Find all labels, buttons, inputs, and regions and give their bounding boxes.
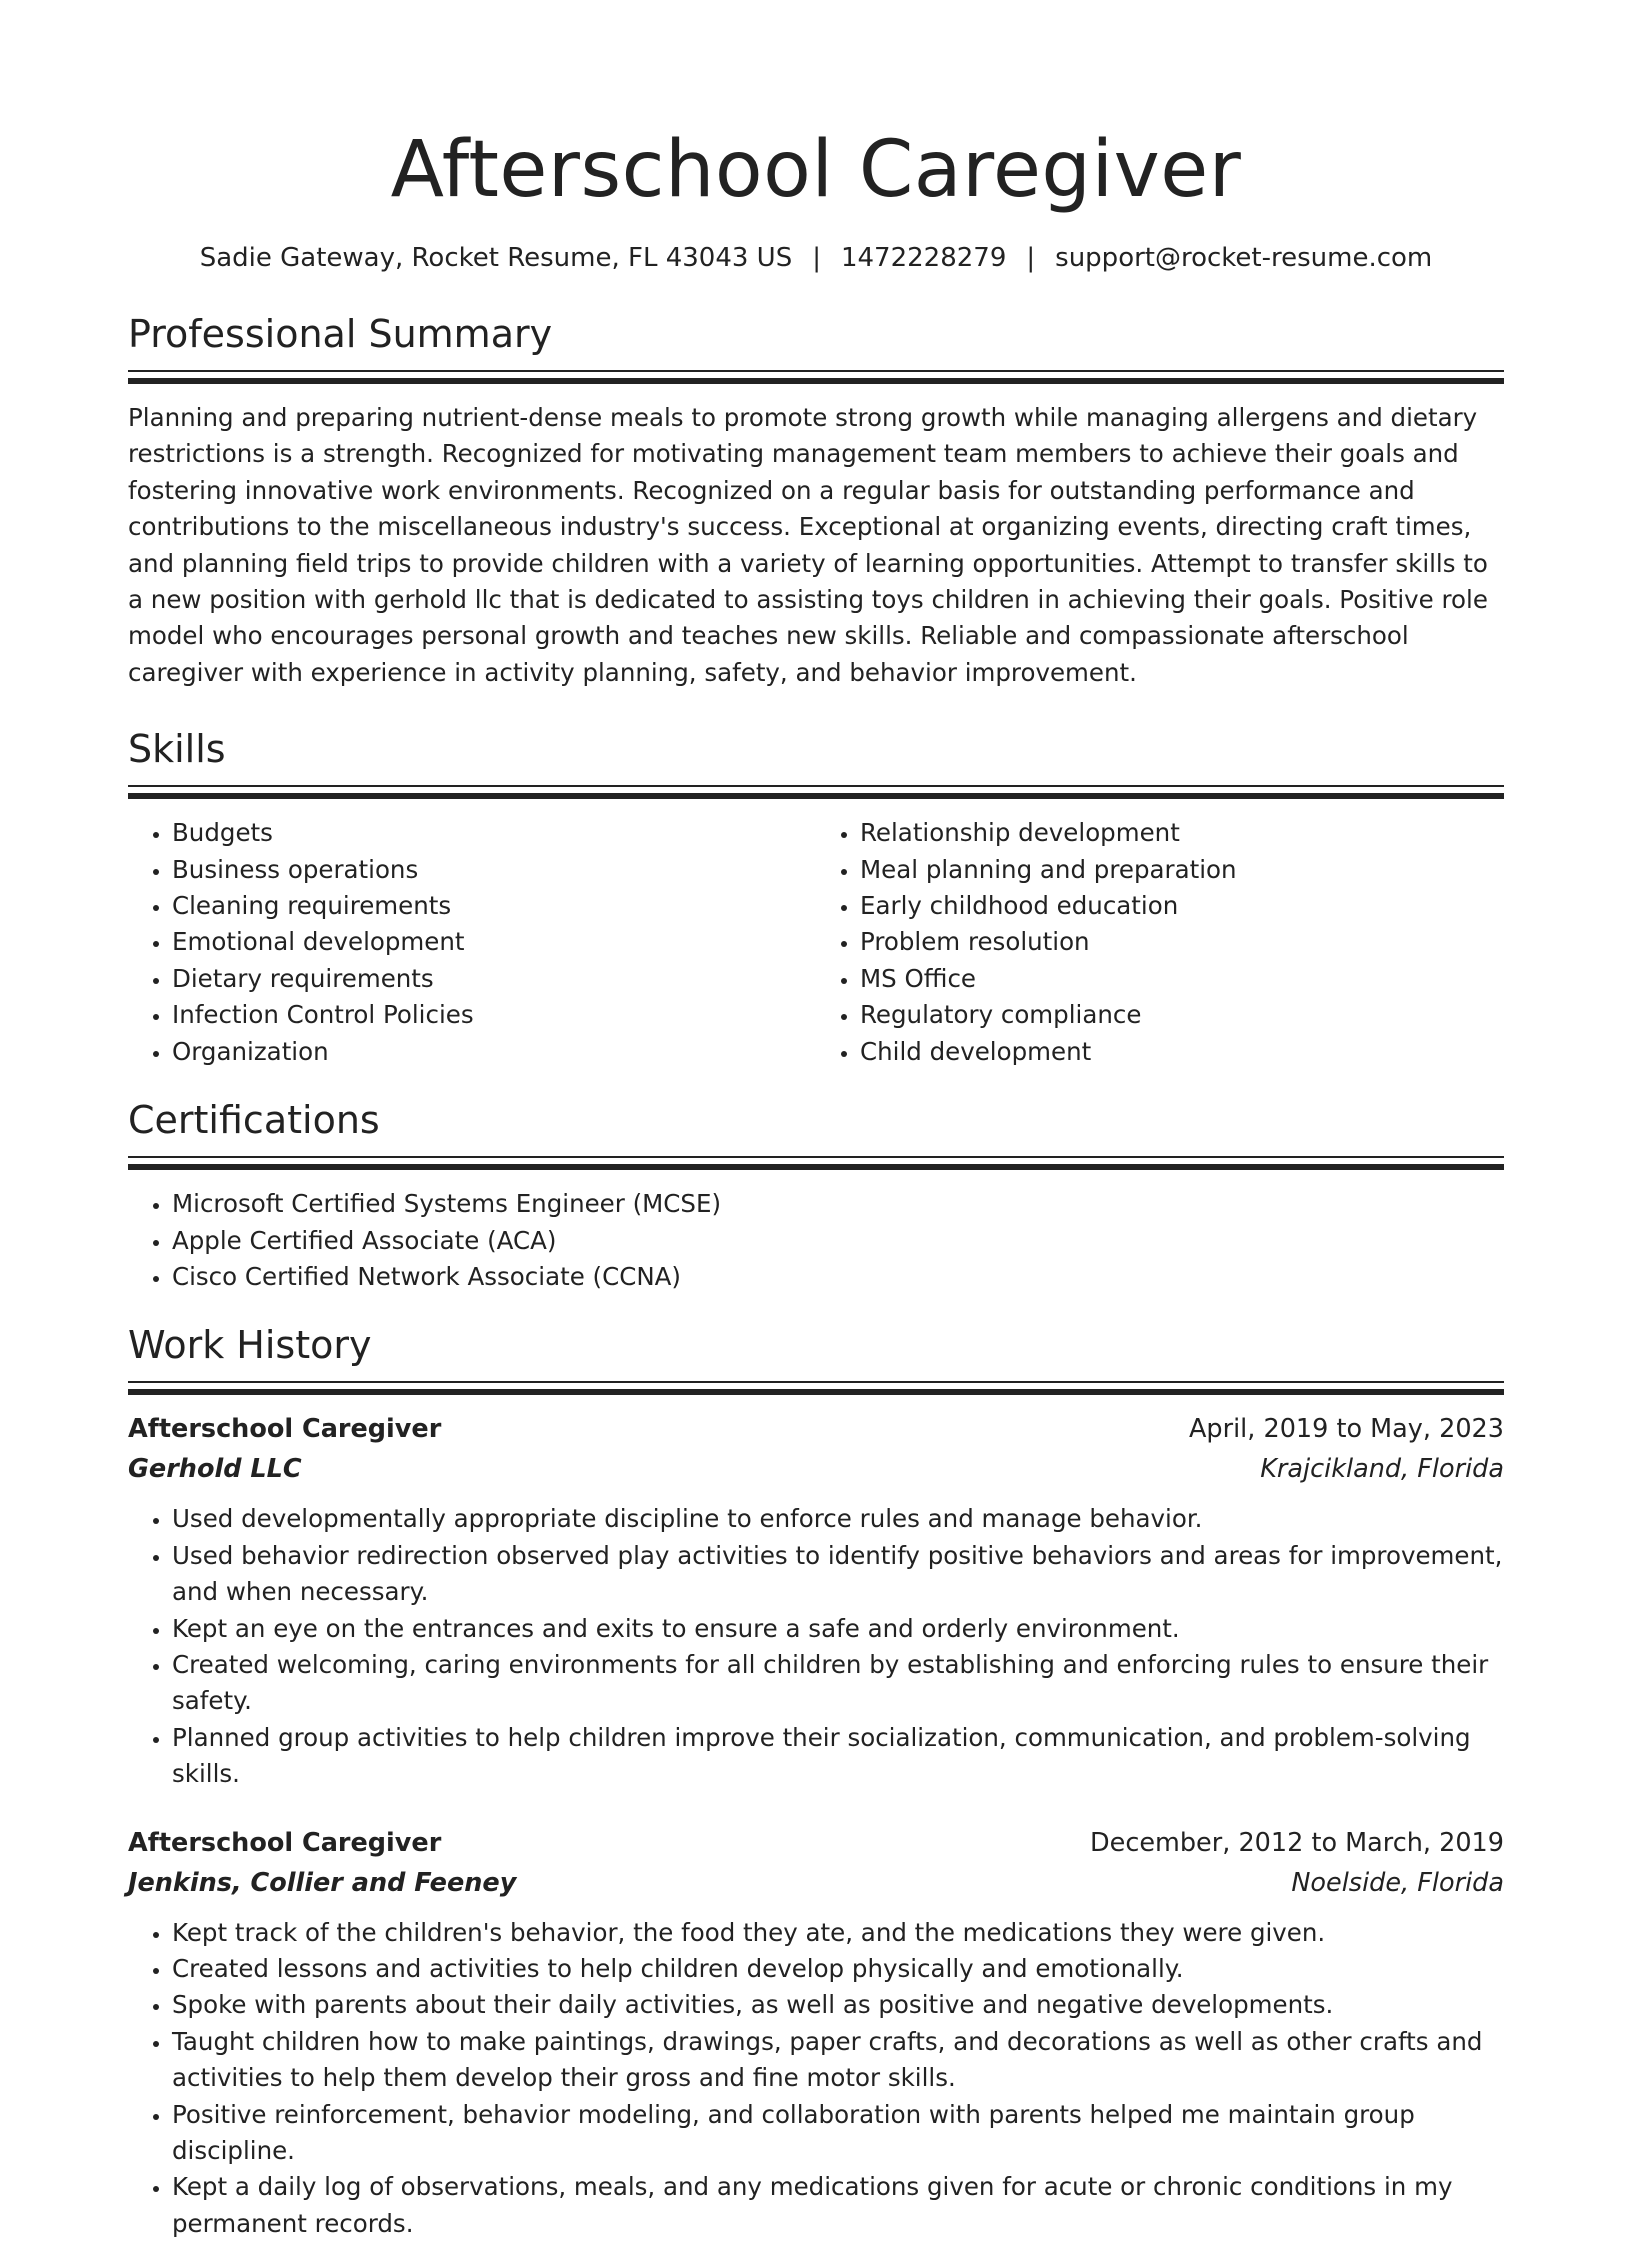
section-divider (128, 370, 1504, 384)
skill-item: • Dietary requirements (172, 961, 816, 997)
job-entry (128, 1411, 1504, 1792)
skill-item: • Child development (860, 1034, 1504, 1070)
skill-item: • Relationship development (860, 815, 1504, 851)
skills-heading: Skills (128, 727, 226, 772)
job-entry (128, 1825, 1504, 2242)
skills-section (128, 725, 1504, 1070)
certification-item: • Cisco Certified Network Associate (CCNA) (172, 1259, 1504, 1295)
skill-item: • Organization (172, 1034, 816, 1070)
job-subheader (128, 1865, 1504, 1901)
certifications-section (128, 1096, 1504, 1295)
job-duty: • Spoke with parents about their daily activities, as well as positive and negative developments. (172, 1987, 1504, 2023)
certification-item: • Apple Certified Associate (ACA) (172, 1223, 1504, 1259)
section-divider (128, 1156, 1504, 1170)
job-duties-list (128, 1501, 1504, 1792)
job-duty: • Used developmentally appropriate discipline to enforce rules and manage behavior. (172, 1501, 1504, 1537)
job-subheader (128, 1451, 1504, 1487)
job-duty: • Created lessons and activities to help children develop physically and emotionally. (172, 1951, 1504, 1987)
skill-item: • Regulatory compliance (860, 997, 1504, 1033)
work-history-heading: Work History (128, 1323, 372, 1368)
summary-heading: Professional Summary (128, 312, 553, 356)
job-duty: • Kept a daily log of observations, meals, and any medications given for acute or chronic conditions in my permanent records. (172, 2169, 1504, 2242)
contact-line (128, 240, 1504, 276)
section-divider (128, 1381, 1504, 1395)
job-location: Krajcikland, Florida (1260, 1454, 1504, 1485)
job-company: Gerhold LLC (128, 1454, 302, 1485)
summary-text: Planning and preparing nutrient-dense meals to promote strong growth while managing allergens and dietary restrictions is a strength. Recognized for motivating management team members to achieve their goals and fostering innovative work environments. Recognized on a regular basis for outstanding performance and contributions to the miscellaneous industry's success. Exceptional at organizing events, directing craft times, and planning field trips to provide children with a variety of learning opportunities. Attempt to transfer skills to a new position with gerhold llc that is dedicated to assisting toys children in achieving their goals. Positive role model who encourages personal growth and teaches new skills. Reliable and compassionate afterschool caregiver with experience in activity planning, safety, and behavior improvement. (128, 403, 1488, 687)
skill-item: • Infection Control Policies (172, 997, 816, 1033)
job-duty: • Planned group activities to help children improve their socialization, communication, and problem-solving skills. (172, 1720, 1504, 1793)
skill-item: • MS Office (860, 961, 1504, 997)
skill-item: • Early childhood education (860, 888, 1504, 924)
job-duties-list (128, 1915, 1504, 2242)
work-history-section (128, 1321, 1504, 2242)
skills-columns (128, 815, 1504, 1070)
contact-separator: | (812, 243, 821, 273)
skill-item: • Budgets (172, 815, 816, 851)
contact-address: Sadie Gateway, Rocket Resume, FL 43043 US (199, 243, 793, 273)
job-dates: April, 2019 to May, 2023 (1188, 1414, 1504, 1445)
job-duty: • Used behavior redirection observed play activities to identify positive behaviors and areas for improvement, and when necessary. (172, 1538, 1504, 1611)
skill-item: • Problem resolution (860, 924, 1504, 960)
certification-item: • Microsoft Certified Systems Engineer (MCSE) (172, 1186, 1504, 1222)
certifications-heading: Certifications (128, 1098, 380, 1143)
job-header (128, 1411, 1504, 1447)
job-duty: • Positive reinforcement, behavior modeling, and collaboration with parents helped me maintain group discipline. (172, 2097, 1504, 2170)
skill-item: • Cleaning requirements (172, 888, 816, 924)
contact-email[interactable]: support@rocket-resume.com (1055, 243, 1433, 273)
skill-item: • Business operations (172, 852, 816, 888)
certifications-list (128, 1186, 1504, 1295)
skill-item: • Meal planning and preparation (860, 852, 1504, 888)
section-divider (128, 785, 1504, 799)
job-dates: December, 2012 to March, 2019 (1090, 1827, 1504, 1858)
resume-content (128, 0, 1504, 2242)
job-title: Afterschool Caregiver (128, 1827, 442, 1858)
skills-list-right (816, 815, 1504, 1070)
job-duty: • Kept track of the children's behavior, the food they ate, and the medications they were given. (172, 1915, 1504, 1951)
job-company: Jenkins, Collier and Feeney (128, 1867, 517, 1898)
job-duty: • Created welcoming, caring environments for all children by establishing and enforcing rules to ensure their safety. (172, 1647, 1504, 1720)
job-title: Afterschool Caregiver (128, 1414, 442, 1445)
job-header (128, 1825, 1504, 1861)
skills-list-left (128, 815, 816, 1070)
job-duty: • Taught children how to make paintings, drawings, paper crafts, and decorations as well as other crafts and activities to help them develop their gross and fine motor skills. (172, 2024, 1504, 2097)
job-location: Noelside, Florida (1291, 1867, 1504, 1898)
contact-separator: | (1026, 243, 1036, 273)
skill-item: • Emotional development (172, 924, 816, 960)
resume-title: Afterschool Caregiver (390, 125, 1242, 215)
job-duty: • Kept an eye on the entrances and exits to ensure a safe and orderly environment. (172, 1611, 1504, 1647)
summary-section (128, 310, 1504, 691)
contact-phone: 1472228279 (840, 243, 1007, 273)
